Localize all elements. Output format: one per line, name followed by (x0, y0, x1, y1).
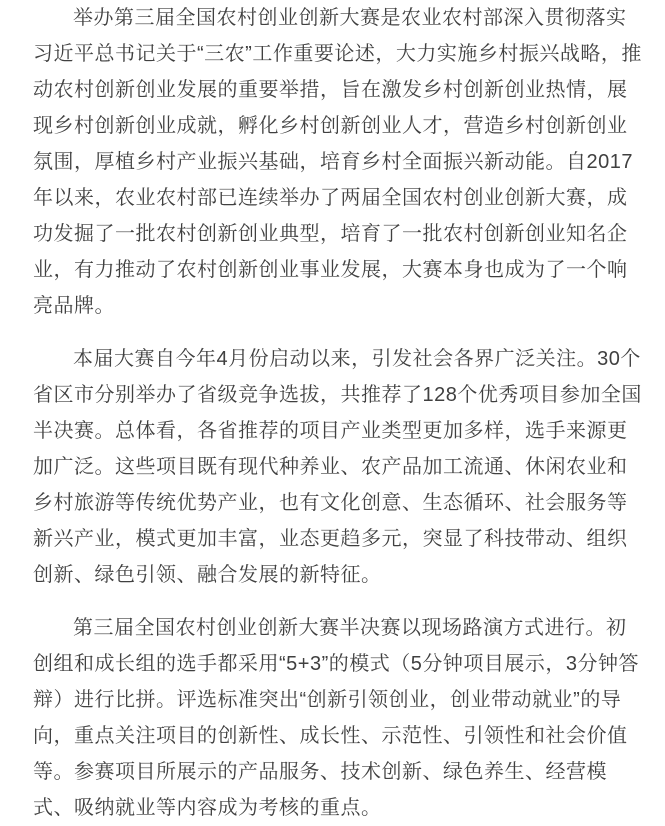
paragraph-competition-background: 举办第三届全国农村创业创新大赛是农业农村部深入贯彻落实习近平总书记关于“三农”工作重要论述，大力实施乡村振兴战略，推动农村创新创业发展的重要举措，旨在激发乡村创新创业热情，展现乡村创新创业成就，孵化乡村创新创业人才，营造乡村创新创业氛围，厚植乡村产业振兴基础，培育乡村全面振兴新动能。自2017年以来，农业农村部已连续举办了两届全国农村创业创新大赛，成功发掘了一批农村创新创业典型，培育了一批农村创新创业知名企业，有力推动了农村创新创业事业发展，大赛本身也成为了一个响亮品牌。 (33, 7, 642, 317)
paragraph-semifinal-projects: 本届大赛自今年4月份启动以来，引发社会各界广泛关注。30个省区市分别举办了省级竞争选拔，共推荐了128个优秀项目参加全国半决赛。总体看，各省推荐的项目产业类型更加多样，选手来源更加广泛。这些项目既有现代种养业、农产品加工流通、休闲农业和乡村旅游等传统优势产业，也有文化创意、生态循环、社会服务等新兴产业，模式更加丰富，业态更趋多元，突显了科技带动、组织创新、绿色引领、融合发展的新特征。 (33, 348, 642, 586)
paragraph-competition-format: 第三届全国农村创业创新大赛半决赛以现场路演方式进行。初创组和成长组的选手都采用“5+3”的模式（5分钟项目展示，3分钟答辩）进行比拼。评选标准突出“创新引领创业，创业带动就业”的导向，重点关注项目的创新性、成长性、示范性、引领性和社会价值等。参赛项目所展示的产品服务、技术创新、绿色养生、经营模式、吸纳就业等内容成为考核的重点。 (33, 617, 639, 819)
